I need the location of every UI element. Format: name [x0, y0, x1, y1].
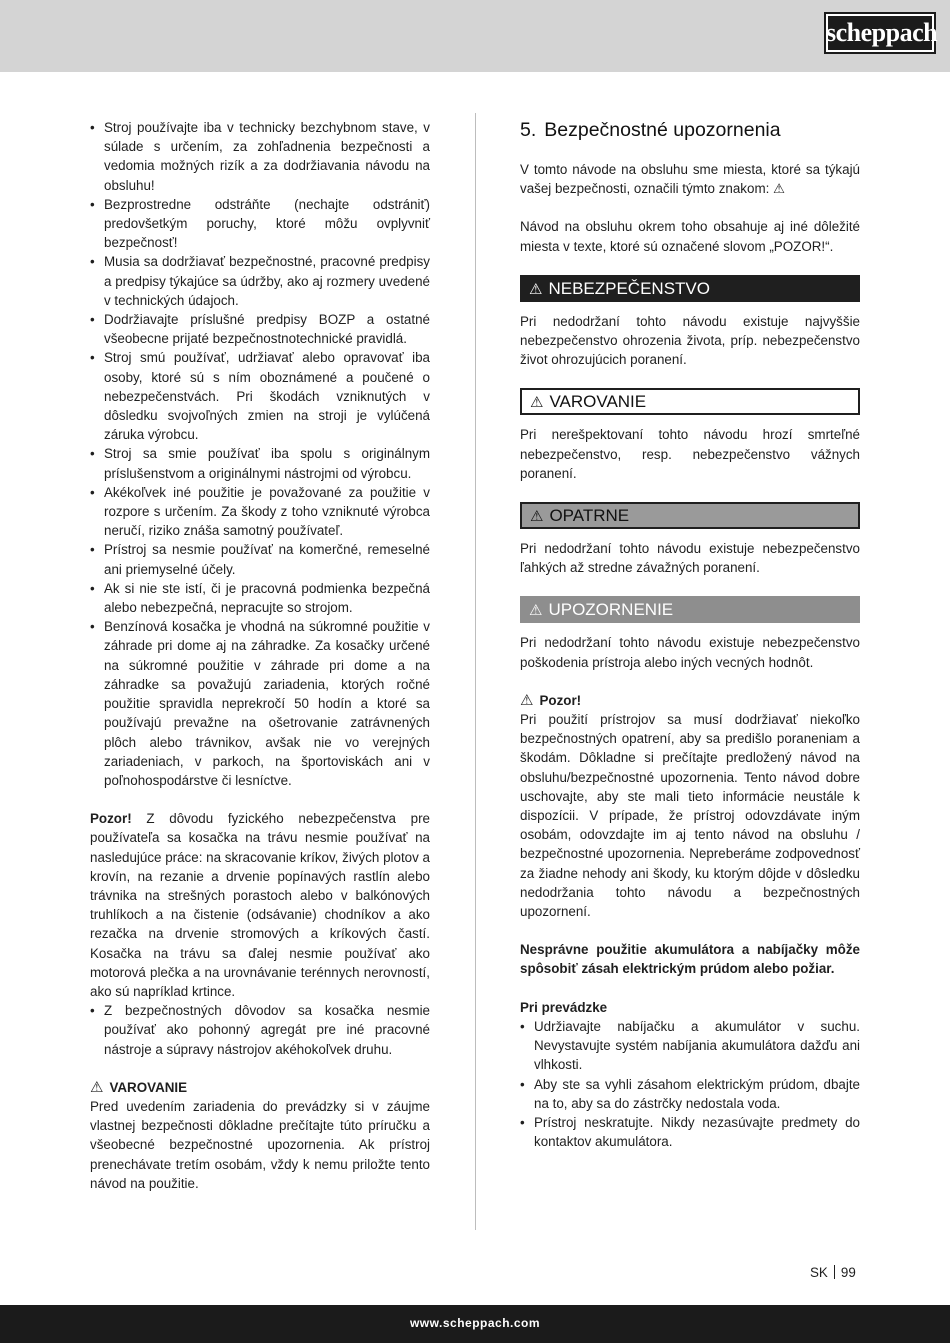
- warning-heading: ⚠ VAROVANIE: [90, 1078, 188, 1096]
- caution-text: Pri nedodržaní tohto návodu existuje nebezpečenstvo ľahkých až stredne závažných poranení.: [520, 541, 860, 576]
- page-number: SK 99: [810, 1265, 856, 1280]
- footer-url: www.scheppach.com: [409, 1316, 541, 1330]
- list-item: • Udržiavajte nabíjačku a akumulátor v suchu. Nevystavujte systém nabíjania akumulátora dažďu ani vlhkosti.: [520, 1017, 860, 1075]
- right-column: [520, 118, 860, 1151]
- list-item: • Musia sa dodržiavať bezpečnostné, pracovné predpisy a predpisy týkajúce sa údržby, ako aj rozmery uvedené v technických údajoch.: [90, 252, 430, 310]
- list-item: • Stroj smú používať, udržiavať alebo opravovať iba osoby, ktoré sú s ním oboznámené a poučené o nebezpečenstvách. Pri škodách vzniknutých v dôsledku svojvoľných zmien na stroji je vylúčená záruka výrobcu.: [90, 348, 430, 444]
- operation-bullet-list: [520, 1017, 860, 1151]
- intro-paragraph-2: Návod na obsluhu okrem toho obsahuje aj iné dôležité miesta v texte, ktoré sú označené slovom „POZOR!“.: [520, 219, 860, 254]
- attention-heading: ⚠ Pozor!: [520, 691, 582, 709]
- warning-triangle-icon: ⚠: [529, 280, 543, 298]
- notice-box: ⚠ UPOZORNENIE: [520, 596, 860, 623]
- warning-triangle-icon: ⚠: [530, 394, 544, 412]
- section-title: 5. Bezpečnostné upozornenia: [520, 119, 781, 141]
- attention-text: Z dôvodu fyzického nebezpečenstva pre používateľa sa kosačka na trávu nesmie používať na nasledujúce práce: na skracovanie kríkov, živých plotov a krovín, na rezanie a drvenie popínavých rastlín alebo trávnika na strešných porastoch alebo v balkónových truhlíkoch a na čistenie (odsávanie) chodníkov a ako rezačka na drvenie stromových a kríkových častí. Kosačka na trávu sa ďalej nesmie používať ako motorová plečka a na urovnávanie terénnych nerovností, ako sú napríklad krtince.: [90, 811, 430, 999]
- separator: [834, 1265, 835, 1279]
- attention-text: Pri použití prístrojov sa musí dodržiavať niekoľko bezpečnostných opatrení, aby sa predišlo poraneniam a škodám. Dôkladne si prečítajte predložený návod na obsluhu/bezpečnostné upozornenia. Tento návod dobre uschovajte, aby ste mali tieto informácie neustále k dispozícii. V prípade, že prístroj odovzdávate iným osobám, odovzdajte im aj tento návod na obsluhu / bezpečnostné upozornenia. Nepreberáme zodpovednosť za žiadne nehody ani škody, ku ktorým dôjde v dôsledku nedodržania tohto návodu a bezpečnostných upozornení.: [520, 712, 860, 920]
- attention-label: Pozor!: [90, 811, 132, 827]
- warning-triangle-icon: ⚠: [90, 1078, 104, 1096]
- danger-text: Pri nedodržaní tohto návodu existuje najvyššie nebezpečenstvo ohrozenia života, príp. nebezpečenstvo život ohrozujúcich poranení.: [520, 313, 860, 368]
- warning-triangle-icon: ⚠: [529, 602, 543, 620]
- list-item: • Stroj používajte iba v technicky bezchybnom stave, v súlade s určením, za zohľadnenia bezpečnosti a vedomia možných rizík a za dodržiavania návodu na obsluhu!: [90, 118, 430, 195]
- list-item: • Prístroj sa nesmie používať na komerčné, remeselné ani priemyselné účely.: [90, 540, 430, 578]
- column-divider: [475, 113, 476, 1230]
- safety-bullet-list: [90, 118, 430, 790]
- warning-text: Pri nerešpektovaní tohto návodu hrozí smrteľné nebezpečenstvo, resp. nebezpečenstvo vážnych poranení.: [520, 427, 860, 481]
- list-item: • Akékoľvek iné použitie je považované za použitie v rozpore s určením. Za škody z toho vzniknuté výrobca neručí, riziko znáša samotný používateľ.: [90, 483, 430, 541]
- list-item: • Aby ste sa vyhli zásahom elektrickým prúdom, dbajte na to, aby sa do zástrčky nedostala voda.: [520, 1075, 860, 1113]
- notice-text: Pri nedodržaní tohto návodu existuje nebezpečenstvo poškodenia prístroja alebo iných vecných hodnôt.: [520, 635, 860, 670]
- battery-warning: Nesprávne použitie akumulátora a nabíjačky môže spôsobiť zásah elektrickým prúdom alebo požiar.: [520, 942, 860, 977]
- warning-box: ⚠ VAROVANIE: [520, 388, 860, 415]
- warning-triangle-icon: ⚠: [520, 691, 534, 709]
- list-item: • Prístroj neskratujte. Nikdy nezasúvajte predmety do kontaktov akumulátora.: [520, 1113, 860, 1151]
- restriction-bullet-list: [90, 1001, 430, 1059]
- attention-paragraph: [90, 809, 430, 1001]
- list-item: • Stroj sa smie používať iba spolu s originálnym príslušenstvom a originálnymi nástrojmi od výrobcu.: [90, 444, 430, 482]
- left-column: [90, 118, 430, 1193]
- operation-heading: Pri prevádzke: [520, 999, 608, 1015]
- list-item: • Benzínová kosačka je vhodná na súkromné použitie v záhrade pri dome aj na záhradke. Za kosačky určené na súkromné použitie v záhrade pri dome a na záhradke sa považujú zariadenia, ktorých ročné použitie spravidla neprekročí 50 hodín a ktoré sa používajú prevažne na ošetrovanie zatrávnených plôch alebo trávnikov, avšak nie vo verejných zariadeniach, v parkoch, na športoviskách ani v poľnohospodárstve či lesníctve.: [90, 617, 430, 790]
- warning-text: Pred uvedením zariadenia do prevádzky si v záujme vlastnej bezpečnosti dôkladne prečítajte túto príručku a všeobecné bezpečnostné upozornenia. Ak prístroj prenechávate tretím osobám, vždy k nemu priložte tento návod na použitie.: [90, 1098, 430, 1191]
- list-item: • Ak si nie ste istí, či je pracovná podmienka bezpečná alebo nebezpečná, nepracujte so strojom.: [90, 579, 430, 617]
- warning-triangle-icon: ⚠: [530, 508, 544, 526]
- caution-box: ⚠ OPATRNE: [520, 502, 860, 529]
- intro-paragraph-1: V tomto návode na obsluhu sme miesta, ktoré sa týkajú vašej bezpečnosti, označili týmto znakom: ⚠: [520, 162, 860, 197]
- header-bar: [0, 0, 950, 72]
- list-item: • Bezprostredne odstráňte (nechajte odstrániť) predovšetkým poruchy, ktoré môžu ovplyvniť bezpečnosť!: [90, 195, 430, 253]
- list-item: • Dodržiavajte príslušné predpisy BOZP a ostatné všeobecne prijaté bezpečnostnotechnické pravidlá.: [90, 310, 430, 348]
- brand-logo: scheppach: [824, 12, 936, 54]
- footer-bar: [0, 1305, 950, 1343]
- list-item: • Z bezpečnostných dôvodov sa kosačka nesmie používať ako pohonný agregát pre iné pracovné nástroje a súpravy nástrojov akéhokoľvek druhu.: [90, 1001, 430, 1059]
- danger-box: ⚠ NEBEZPEČENSTVO: [520, 275, 860, 302]
